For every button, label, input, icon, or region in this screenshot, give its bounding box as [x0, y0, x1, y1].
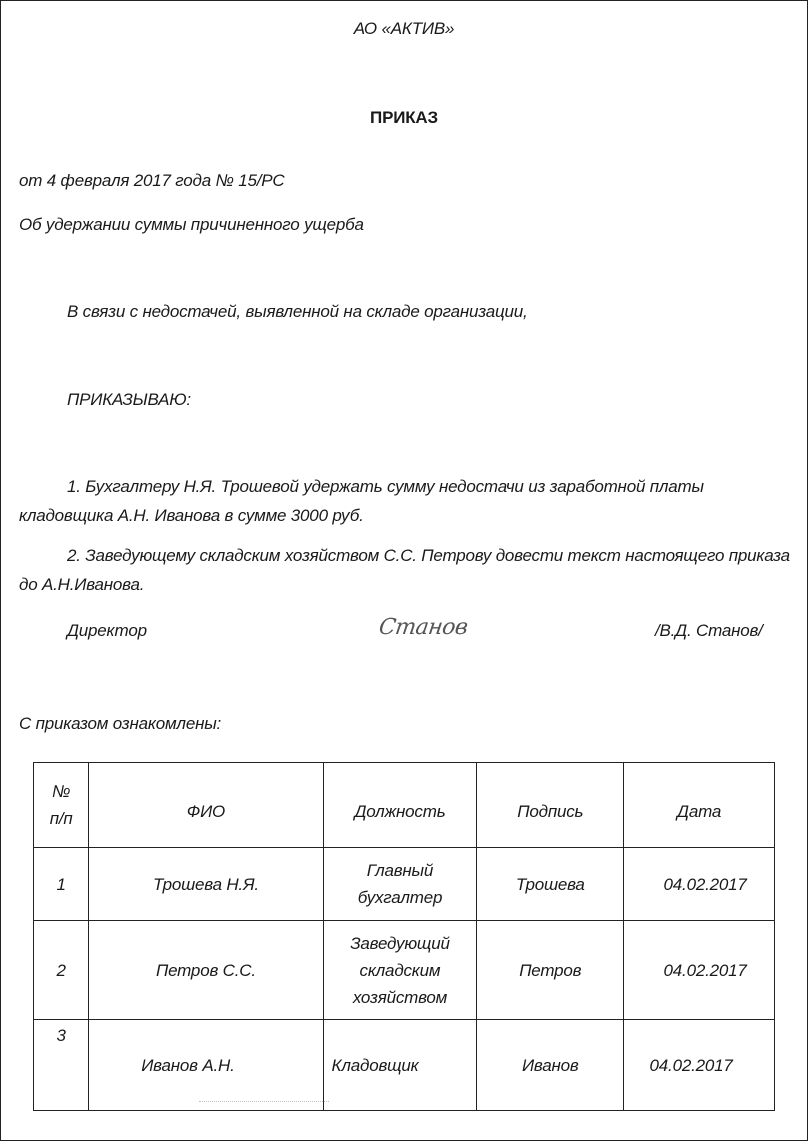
row-position-line: Заведующий	[350, 933, 450, 953]
order-date-number: от 4 февраля 2017 года № 15/РС	[19, 171, 285, 190]
row-position-line: Кладовщик	[331, 1055, 419, 1075]
row-date: 04.02.2017	[624, 921, 775, 1020]
row-date: 04.02.2017	[624, 848, 775, 921]
order-subject: Об удержании суммы причиненного ущерба	[19, 215, 364, 234]
row-fio: Иванов А.Н.	[89, 1020, 323, 1111]
company-name: АО «АКТИВ»	[353, 19, 455, 38]
row-fio: Петров С.С.	[89, 921, 323, 1020]
header-position: Должность	[323, 763, 477, 848]
scan-artifact	[199, 1101, 329, 1106]
row-number: 2	[34, 921, 89, 1020]
table-row	[34, 848, 775, 921]
order-paragraph-1: 1. Бухгалтеру Н.Я. Трошевой удержать сумму недостачи из заработной платы кладовщика А.Н. Иванова в сумме 3000 руб.	[19, 477, 704, 525]
header-signature: Подпись	[477, 763, 624, 848]
row-position	[323, 848, 477, 921]
row-position-line: бухгалтер	[357, 888, 443, 907]
order-directive: ПРИКАЗЫВАЮ:	[67, 390, 191, 409]
row-position	[323, 1020, 477, 1111]
row-number: 1	[34, 848, 89, 921]
document-title: ПРИКАЗ	[370, 108, 438, 127]
row-fio: Трошева Н.Я.	[89, 848, 323, 921]
header-number-line2: п/п	[49, 809, 73, 828]
row-position-line: Главный	[366, 861, 434, 880]
director-name: /В.Д. Станов/	[655, 621, 763, 640]
director-title: Директор	[67, 621, 147, 640]
table-header-row	[34, 763, 775, 848]
table-row	[34, 1020, 775, 1111]
order-paragraph-2: 2. Заведующему складским хозяйством С.С. Петрову довести текст настоящего приказа до А.Н.Иванова.	[19, 546, 790, 594]
header-fio: ФИО	[89, 763, 323, 848]
header-number-line1: №	[52, 782, 71, 801]
order-preamble: В связи с недостачей, выявленной на складе организации,	[67, 302, 528, 321]
row-position-line: складским	[359, 960, 441, 980]
row-date: 04.02.2017	[624, 1020, 775, 1111]
row-signature: Трошева	[477, 848, 624, 921]
row-signature: Петров	[477, 921, 624, 1020]
acknowledgement-table	[33, 762, 775, 1111]
row-position-line: хозяйством	[352, 987, 448, 1007]
table-row	[34, 921, 775, 1020]
row-number: 3	[34, 1020, 89, 1111]
header-date: Дата	[624, 763, 775, 848]
row-position	[323, 921, 477, 1020]
header-number	[34, 763, 89, 848]
row-signature: Иванов	[477, 1020, 624, 1111]
acknowledgement-heading: С приказом ознакомлены:	[19, 714, 222, 733]
director-signature: Станов	[377, 615, 470, 640]
